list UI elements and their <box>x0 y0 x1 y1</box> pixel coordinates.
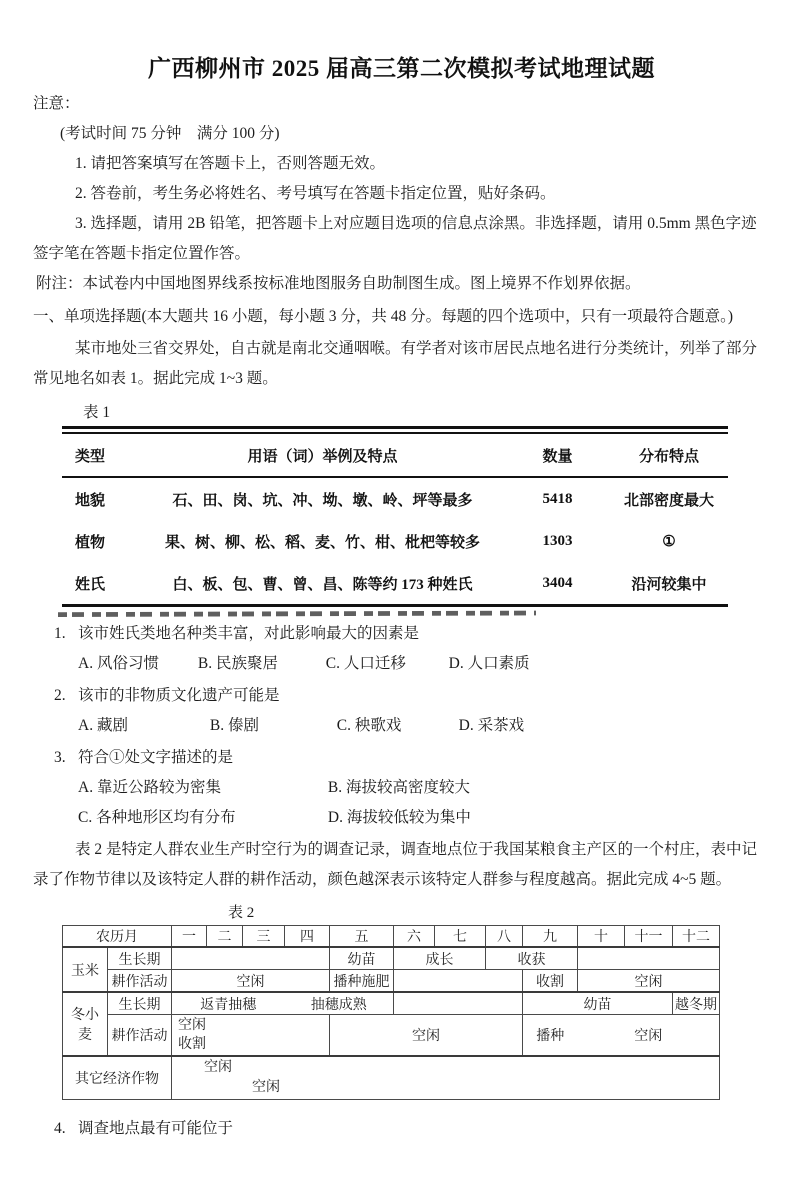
other-crops-idle-2: 空闲 <box>252 1080 280 1095</box>
question-3-options-ab <box>78 773 770 803</box>
notice-item-2: 2. 答卷前，考生务必将姓名、考号填写在答题卡指定位置，贴好条码。 <box>75 185 556 202</box>
crop-label-wheat: 冬小麦 <box>63 992 108 1056</box>
question-2-options <box>78 711 770 741</box>
option-3a: A. 靠近公路较为密集 <box>78 779 221 796</box>
wheat-growth-row <box>63 992 720 1015</box>
exam-page <box>0 50 800 1144</box>
wheat-growth-greening: 返青抽穗 <box>172 992 285 1015</box>
option-2c: C. 秧歌戏 <box>336 717 402 734</box>
notice-item-1: 1. 请把答案填写在答题卡上，否则答题无效。 <box>75 155 386 172</box>
question-1 <box>54 619 770 649</box>
month-10: 十 <box>578 926 625 948</box>
notice-item-3: 3. 选择题，请用 2B 铅笔，把答题卡上对应题目选项的信息点涂黑。非选择题，请用 0.5mm 黑色字迹签字笔在答题卡指定位置作答。 <box>33 215 757 262</box>
other-crops-label: 其它经济作物 <box>63 1056 172 1100</box>
wheat-growth-empty <box>394 992 523 1015</box>
option-3b: B. 海拔较高密度较大 <box>327 779 470 796</box>
month-11: 十一 <box>625 926 673 948</box>
table1-header-type: 类型 <box>62 433 140 477</box>
month-12: 十二 <box>673 926 720 948</box>
print-artifact <box>58 609 536 617</box>
option-1c: C. 人口迁移 <box>325 655 406 672</box>
wheat-work-harvest-line: 收割 <box>178 1037 206 1052</box>
other-crops-row <box>63 1056 720 1100</box>
exam-time-info: (考试时间 75 分钟 满分 100 分) <box>60 125 280 142</box>
section-heading: 一、单项选择题(本大题共 16 小题，每小题 3 分，共 48 分。每题的四个选项中，只有一项最符合题意。) <box>33 308 734 325</box>
wheat-work-label: 耕作活动 <box>108 1015 172 1057</box>
question-1-number: 1. <box>54 625 66 642</box>
table1-cell-type: 植物 <box>75 534 106 551</box>
corn-growth-empty-2 <box>578 947 720 970</box>
wheat-growth-label: 生长期 <box>108 992 172 1015</box>
option-1b: B. 民族聚居 <box>197 655 278 672</box>
corn-work-label: 耕作活动 <box>108 970 172 993</box>
corn-work-idle-1: 空闲 <box>172 970 330 993</box>
notice-label: 注意： <box>33 95 80 112</box>
question-1-text: 该市姓氏类地名种类丰富，对此影响最大的因素是 <box>78 625 420 642</box>
corn-growth-row <box>63 947 720 970</box>
wheat-growth-seedling: 幼苗 <box>523 992 673 1015</box>
table2-header-label: 农历月 <box>63 926 172 948</box>
table2 <box>62 925 720 1100</box>
question-1-options <box>78 649 770 679</box>
crop-label-corn: 玉米 <box>63 947 108 992</box>
question-3-number: 3. <box>54 749 66 766</box>
corn-growth-label: 生长期 <box>108 947 172 970</box>
table1-cell-examples: 白、板、包、曹、曾、昌、陈等约 173 种姓氏 <box>172 576 473 593</box>
corn-growth-growing: 成长 <box>394 947 486 970</box>
month-2: 二 <box>207 926 243 948</box>
table1-row-surname <box>62 562 728 606</box>
table2-header-row <box>63 926 720 948</box>
wheat-growth-overwinter: 越冬期 <box>673 992 720 1015</box>
page-title: 广西柳州市 2025 届高三第二次模拟考试地理试题 <box>148 56 655 81</box>
table1-cell-count: 5418 <box>542 490 573 507</box>
table1-cell-distribution: ① <box>662 533 676 550</box>
month-3: 三 <box>243 926 285 948</box>
table1-cell-distribution: 北部密度最大 <box>623 492 714 509</box>
passage-1: 某市地处三省交界处，自古就是南北交通咽喉。有学者对该市居民点地名进行分类统计，列举了部分常见地名如表 1。据此完成 1~3 题。 <box>33 340 758 387</box>
corn-work-empty <box>394 970 523 993</box>
table1-cell-count: 3404 <box>542 574 573 591</box>
other-crops-idle-1: 空闲 <box>204 1060 232 1075</box>
corn-growth-harvest: 收获 <box>486 947 578 970</box>
month-9: 九 <box>523 926 578 948</box>
wheat-work-idle-end: 空闲 <box>578 1015 720 1057</box>
table1-cell-count: 1303 <box>542 532 573 549</box>
wheat-work-sow: 播种 <box>523 1015 578 1057</box>
corn-growth-seedling: 幼苗 <box>330 947 394 970</box>
month-8: 八 <box>486 926 523 948</box>
map-note: 附注：本试卷内中国地图界线系按标准地图服务自助制图生成。图上境界不作划界依据。 <box>36 275 641 292</box>
table1-header-row <box>62 433 728 477</box>
corn-work-sow-fertilize: 播种施肥 <box>330 970 394 993</box>
option-3c: C. 各种地形区均有分布 <box>78 809 236 826</box>
wheat-growth-heading: 抽穗成熟 <box>285 992 394 1015</box>
table1 <box>62 432 728 607</box>
corn-work-row <box>63 970 720 993</box>
option-1d: D. 人口素质 <box>448 655 530 672</box>
option-2a: A. 藏剧 <box>78 717 128 734</box>
month-6: 六 <box>394 926 435 948</box>
corn-work-harvest: 收割 <box>523 970 578 993</box>
table1-cell-examples: 石、田、岗、坑、冲、坳、墩、岭、坪等最多 <box>172 492 473 509</box>
month-7: 七 <box>435 926 486 948</box>
month-1: 一 <box>172 926 207 948</box>
question-4 <box>54 1114 770 1144</box>
table1-caption: 表 1 <box>83 404 111 421</box>
table1-row-landform <box>62 477 728 520</box>
table1-cell-type: 姓氏 <box>75 576 106 593</box>
table2-caption: 表 2 <box>228 905 255 921</box>
table1-cell-type: 地貌 <box>75 492 106 509</box>
corn-growth-empty-1 <box>172 947 330 970</box>
table1-header-count: 数量 <box>505 433 610 477</box>
table1-row-plant <box>62 520 728 562</box>
wheat-work-idle-mid: 空闲 <box>330 1015 523 1057</box>
option-3d: D. 海拔较低较为集中 <box>327 809 471 826</box>
option-1a: A. 风俗习惯 <box>78 655 159 672</box>
wheat-work-row <box>63 1015 720 1057</box>
corn-work-idle-2: 空闲 <box>578 970 720 993</box>
wheat-work-idle-line: 空闲 <box>178 1018 206 1033</box>
table1-header-examples: 用语（词）举例及特点 <box>140 433 505 477</box>
table1-cell-examples: 果、树、柳、松、稻、麦、竹、柑、枇杷等较多 <box>164 534 480 551</box>
table1-cell-distribution: 沿河较集中 <box>631 576 707 593</box>
wheat-work-idle-harvest <box>172 1015 330 1057</box>
question-4-text: 调查地点最有可能位于 <box>78 1120 234 1137</box>
question-3 <box>54 743 770 773</box>
question-4-number: 4. <box>54 1120 66 1137</box>
question-2-number: 2. <box>54 687 66 704</box>
month-5: 五 <box>330 926 394 948</box>
question-3-text: 符合①处文字描述的是 <box>78 749 234 766</box>
question-2-text: 该市的非物质文化遗产可能是 <box>78 687 280 704</box>
table1-top-rule <box>62 426 728 607</box>
option-2d: D. 采茶戏 <box>458 717 525 734</box>
table1-header-distribution: 分布特点 <box>610 433 728 477</box>
passage-2: 表 2 是特定人群农业生产时空行为的调查记录，调查地点位于我国某粮食主产区的一个村庄，表中记录了作物节律以及该特定人群的耕作活动，颜色越深表示该特定人群参与程度越高。据此完成 4~5 题。 <box>33 841 758 888</box>
other-crops-idle-cell <box>172 1056 720 1100</box>
option-2b: B. 傣剧 <box>209 717 259 734</box>
question-3-options-cd <box>78 803 770 833</box>
month-4: 四 <box>285 926 330 948</box>
question-2 <box>54 681 770 711</box>
